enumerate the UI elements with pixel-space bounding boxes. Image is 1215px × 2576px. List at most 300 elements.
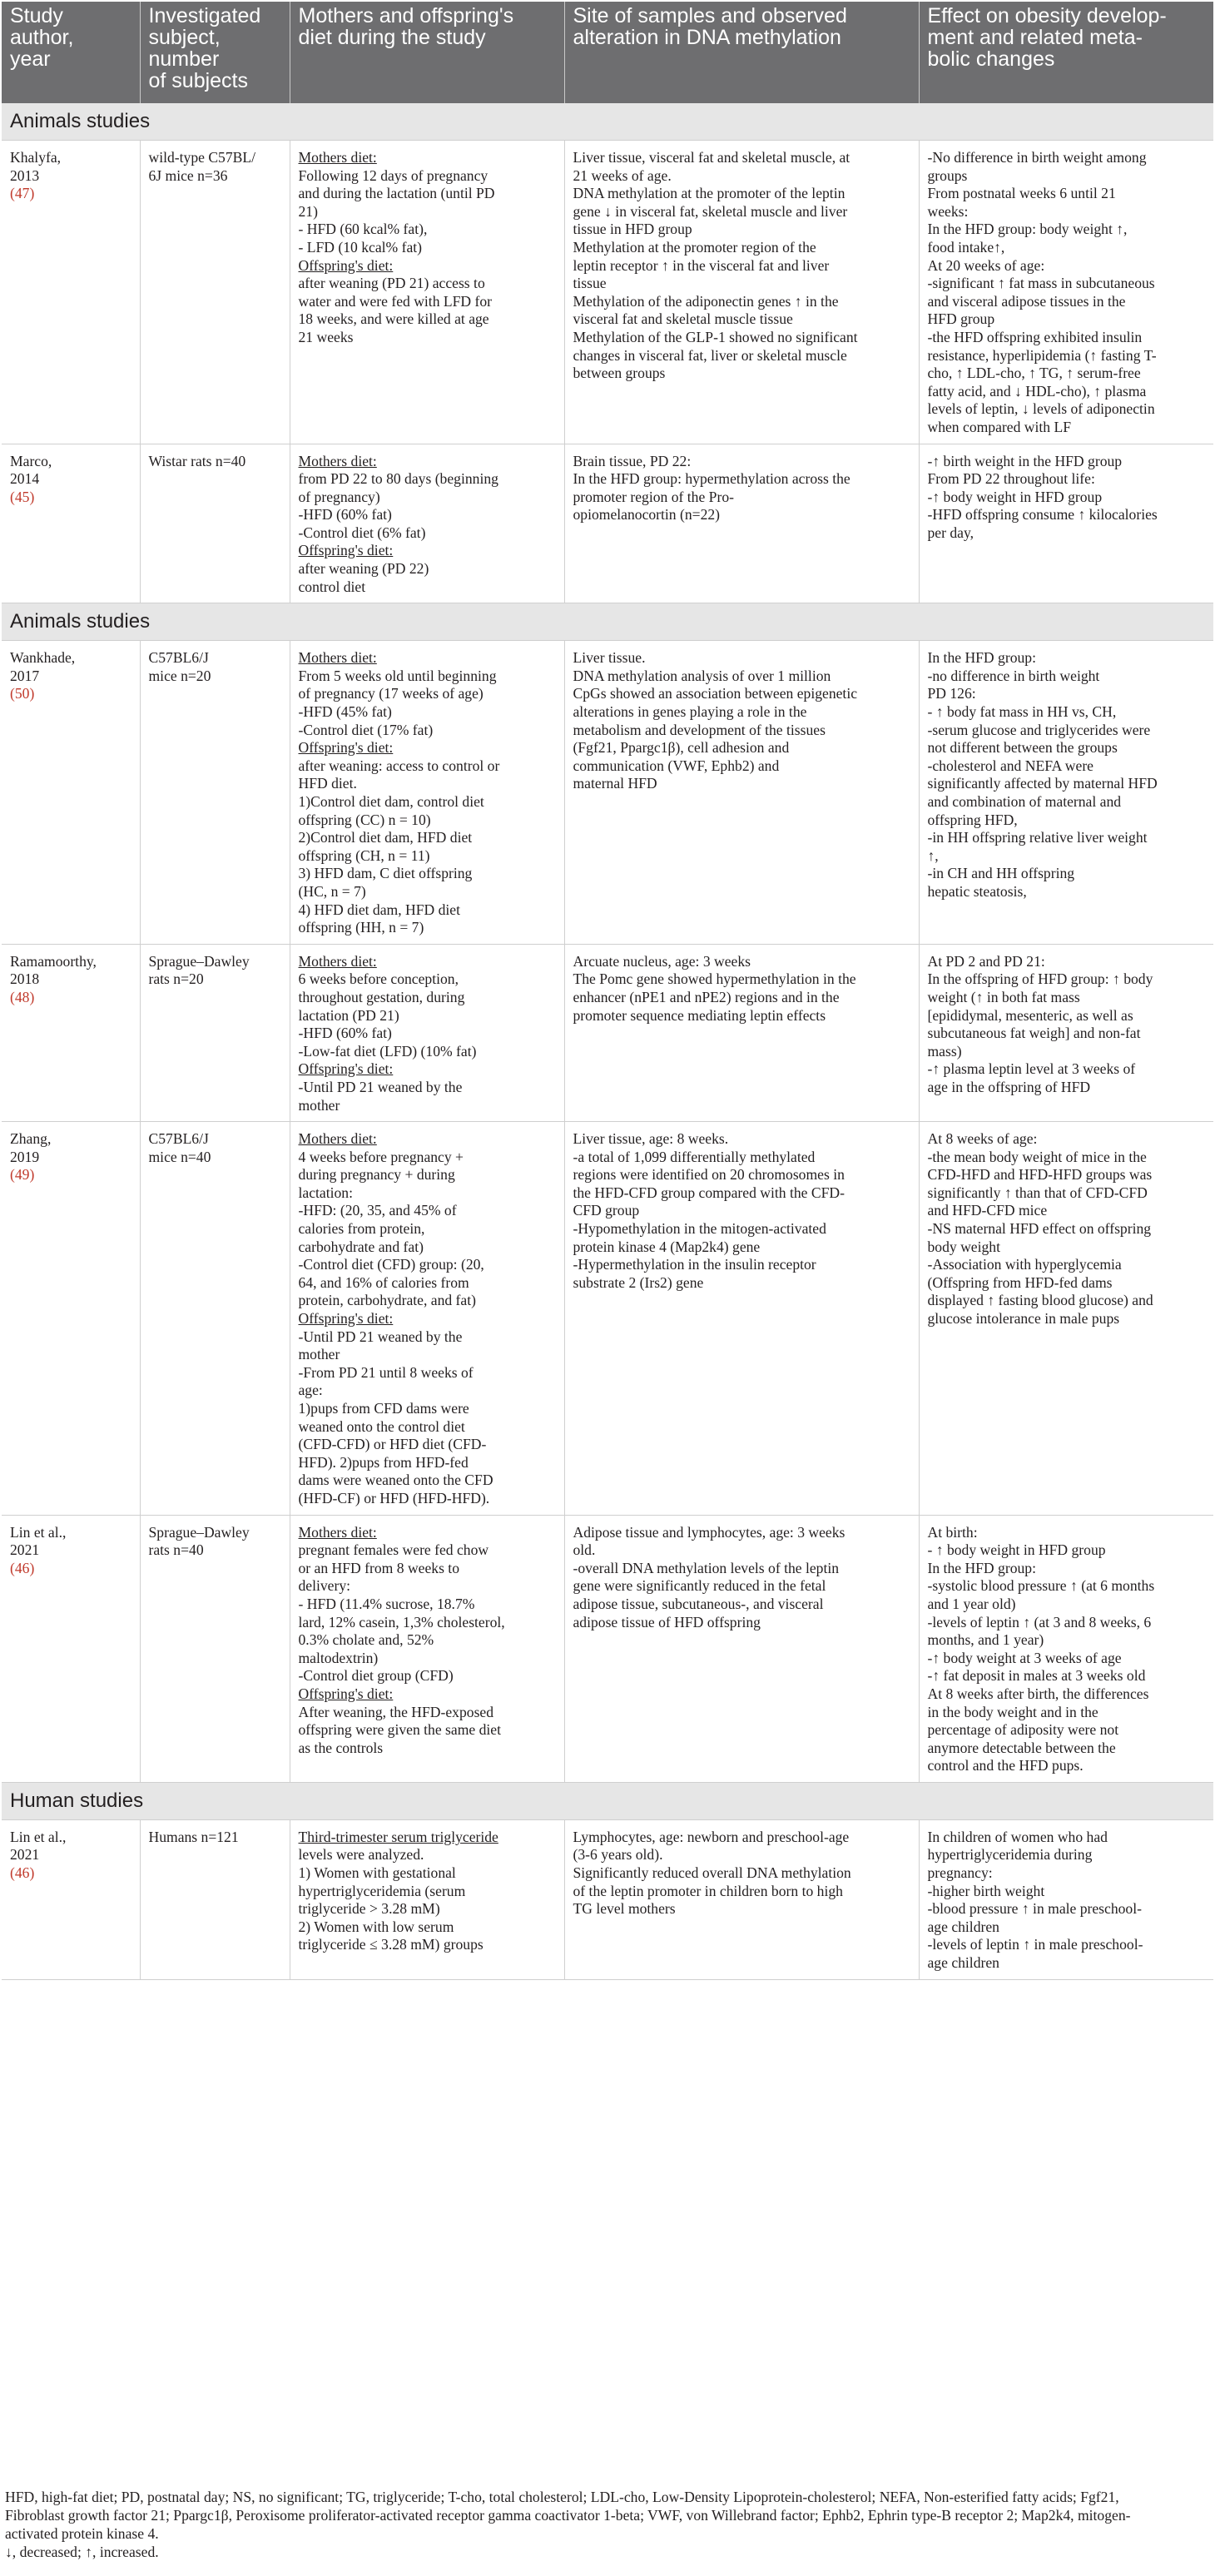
diet-line: After weaning, the HFD-exposed [298,1703,494,1720]
subject-line: Sprague–Dawley [148,1523,250,1541]
header-line: subject, [148,26,221,49]
effect-line: At 8 weeks of age: [927,1130,1038,1148]
site-line: protein kinase 4 (Map2k4) gene [573,1238,761,1255]
site-line: Significantly reduced overall DNA methylation [573,1864,851,1882]
header-line: ment and related meta- [927,26,1143,49]
effect-line: -no difference in birth weight [927,667,1100,684]
effect-line: hypertriglyceridemia during [927,1846,1093,1864]
site-line: Liver tissue, visceral fat and skeletal muscle, at [573,149,850,166]
effect-line: At PD 2 and PD 21: [927,952,1045,970]
diet-subheading: Offspring's diet: [298,1310,394,1328]
effect-line: -↑ body weight in HFD group [927,488,1103,505]
effect-line: and HFD-CFD mice [927,1202,1048,1219]
header-mothers-offspring-diet [290,2,564,103]
methylation-studies-table [2,2,1213,1980]
site-line: -overall DNA methylation levels of the leptin [573,1559,840,1576]
header-line: number [148,47,220,71]
site-line: of the leptin promoter in children born to high [573,1882,843,1899]
site-line: gene ↓ in visceral fat, skeletal muscle and liver [573,202,848,220]
effect-line: From postnatal weeks 6 until 21 [927,185,1116,202]
diet-line: - LFD (10 kcal% fat) [298,238,423,256]
footnote-line: Fibroblast growth factor 21; Ppargc1β, Peroxisome proliferator-activated receptor gamma coactivator 1-beta; VWF, von Willebrand factor; Ephb2, Ephrin type-B receptor 2; Map2k4, mitogen- [5,2507,1131,2524]
effect-line: anymore detectable between the [927,1739,1116,1756]
diet-line: throughout gestation, during [298,988,465,1005]
diet-line: -Low-fat diet (LFD) (10% fat) [298,1042,477,1060]
diet-line: offspring were given the same diet [298,1721,501,1739]
diet-line: delivery: [298,1577,351,1595]
subject-line: rats n=20 [148,970,204,988]
footnote-line: activated protein kinase 4. [5,2525,159,2542]
effect-line: weeks: [927,202,969,220]
site-line: the HFD-CFD group compared with the CFD- [573,1184,845,1201]
study-year: 2018 [10,970,40,988]
header-line: bolic changes [927,47,1055,71]
effect-line: -↑ fat deposit in males at 3 weeks old [927,1667,1146,1685]
effect-line: In children of women who had [927,1828,1108,1845]
diet-line: mother [298,1096,340,1114]
study-year: 2019 [10,1148,40,1165]
cell-site-methylation [564,1122,919,1515]
effect-line: body weight [927,1238,1000,1255]
site-line: Methylation at the promoter region of the [573,238,816,256]
site-line: Adipose tissue and lymphocytes, age: 3 weeks [573,1523,846,1541]
header-line: Investigated [148,4,261,27]
site-line: between groups [573,365,666,382]
diet-line: 18 weeks, and were killed at age [298,310,489,328]
site-line: old. [573,1541,596,1559]
effect-line: significantly affected by maternal HFD [927,775,1158,792]
cell-obesity-effect [919,444,1213,603]
site-line: Liver tissue. [573,649,646,667]
table-row [2,944,1213,1121]
cell-site-methylation [564,1819,919,1979]
effect-line: subcutaneous fat weigh] and non-fat [927,1025,1141,1042]
effect-line: -systolic blood pressure ↑ (at 6 months [927,1577,1155,1595]
site-line: opiomelanocortin (n=22) [573,506,721,524]
table-row [2,641,1213,945]
header-line: year [10,47,51,71]
header-line: Mothers and offspring's [298,4,514,27]
site-line: adipose tissue of HFD offspring [573,1613,761,1630]
diet-line: HFD). 2)pups from HFD-fed [298,1453,469,1471]
cell-study-author [2,1819,140,1979]
diet-line: offspring (CC) n = 10) [298,811,431,828]
cell-diet [290,641,564,945]
study-year-line [10,668,131,703]
diet-line: (HC, n = 7) [298,882,366,900]
diet-line: -Control diet (6% fat) [298,524,426,541]
diet-subheading: Offspring's diet: [298,256,394,274]
effect-line: -levels of leptin ↑ (at 3 and 8 weeks, 6 [927,1613,1152,1630]
cell-investigated-subject [140,641,290,945]
cell-diet [290,1122,564,1515]
effect-line: At 20 weeks of age: [927,256,1045,274]
diet-line: maltodextrin) [298,1649,379,1666]
author-name: Ramamoorthy, [10,952,97,970]
header-line: diet during the study [298,26,486,49]
effect-line: age children [927,1918,999,1935]
header-line: author, [10,26,74,49]
section-label: Human studies [2,1782,1213,1819]
table-footnotes [5,2488,1210,2561]
site-line: Methylation of the GLP-1 showed no significant [573,328,858,345]
diet-line: HFD diet. [298,775,357,792]
site-line: communication (VWF, Ephb2) and [573,757,780,774]
cell-obesity-effect [919,1122,1213,1515]
effect-line: glucose intolerance in male pups [927,1310,1120,1328]
diet-line: control diet [298,578,366,595]
cell-obesity-effect [919,1515,1213,1782]
study-year: 2014 [10,470,40,488]
site-line: Brain tissue, PD 22: [573,452,692,469]
effect-line: -the HFD offspring exhibited insulin [927,328,1143,345]
effect-line: significantly ↑ than that of CFD-CFD [927,1184,1148,1201]
effect-line: food intake↑, [927,238,1005,256]
subject-line: wild-type C57BL/ [148,149,256,166]
reference-link: (46) [10,1864,35,1882]
study-year-line [10,1846,131,1882]
header-line: Study [10,4,63,27]
diet-line: -HFD (60% fat) [298,506,392,524]
diet-line: From 5 weeks old until beginning [298,667,497,684]
diet-line: hypertriglyceridemia (serum [298,1882,466,1899]
diet-line: 3) HFD dam, C diet offspring [298,865,473,882]
reference-link: (45) [10,488,35,505]
header-line: of subjects [148,69,249,92]
table-header-row [2,2,1213,103]
cell-study-author [2,1515,140,1782]
diet-line: triglyceride ≤ 3.28 mM) groups [298,1936,484,1953]
diet-line: and during the lactation (until PD [298,185,495,202]
effect-line: levels of leptin, ↓ levels of adiponectin [927,400,1155,418]
effect-line: displayed ↑ fasting blood glucose) and [927,1292,1153,1309]
diet-line: 1)Control diet dam, control diet [298,793,484,810]
diet-line: as the controls [298,1739,384,1756]
effect-line: hepatic steatosis, [927,882,1027,900]
effect-line: -significant ↑ fat mass in subcutaneous [927,275,1155,292]
site-line: maternal HFD [573,775,657,792]
cell-study-author [2,944,140,1121]
effect-line: offspring HFD, [927,811,1018,828]
diet-line: 4) HFD diet dam, HFD diet [298,901,460,918]
subject-line: 6J mice n=36 [148,166,228,184]
diet-line: offspring (CH, n = 11) [298,846,430,864]
diet-line: during pregnancy + during [298,1166,455,1184]
effect-line: resistance, hyperlipidemia (↑ fasting T- [927,346,1157,364]
cell-diet [290,1819,564,1979]
effect-line: HFD group [927,310,995,328]
diet-line: - HFD (60 kcal% fat), [298,221,428,238]
diet-line: calories from protein, [298,1220,425,1238]
effect-line: -in CH and HH offspring [927,865,1075,882]
diet-line: 21) [298,202,318,220]
effect-line: -↑ body weight at 3 weeks of age [927,1649,1122,1666]
effect-line: fatty acid, and ↓ HDL-cho), ↑ plasma [927,382,1147,400]
site-line: enhancer (nPE1 and nPE2) regions and in the [573,988,840,1005]
diet-line: 21 weeks [298,328,354,345]
diet-line: after weaning (PD 21) access to [298,275,485,292]
subject-line: Sprague–Dawley [148,952,250,970]
effect-line: In the HFD group: body weight ↑, [927,221,1128,238]
diet-line: of pregnancy (17 weeks of age) [298,685,484,702]
diet-line: or an HFD from 8 weeks to [298,1559,459,1576]
cell-diet [290,1515,564,1782]
diet-line: pregnant females were fed chow [298,1541,489,1559]
author-name: Zhang, [10,1130,52,1148]
cell-diet [290,944,564,1121]
diet-line: 1) Women with gestational [298,1864,456,1882]
subject-line: mice n=40 [148,1148,211,1165]
diet-line: triglyceride > 3.28 mM) [298,1900,440,1918]
cell-obesity-effect [919,944,1213,1121]
subject-line: Wistar rats n=40 [148,452,246,469]
effect-line: (Offspring from HFD-fed dams [927,1273,1113,1291]
site-line: -Hypomethylation in the mitogen-activated [573,1220,826,1238]
diet-line: -HFD (45% fat) [298,703,392,721]
diet-line: offspring (HH, n = 7) [298,919,424,936]
cell-study-author [2,1122,140,1515]
cell-site-methylation [564,944,919,1121]
site-line: tissue [573,275,607,292]
site-line: tissue in HFD group [573,221,692,238]
study-year-line [10,167,131,203]
effect-line: mass) [927,1042,962,1060]
effect-line: At birth: [927,1523,978,1541]
effect-line: PD 126: [927,685,976,702]
site-line: substrate 2 (Irs2) gene [573,1273,704,1291]
cell-investigated-subject [140,1819,290,1979]
effect-line: not different between the groups [927,739,1118,757]
study-year-line [10,1541,131,1577]
effect-line: -NS maternal HFD effect on offspring [927,1220,1152,1238]
header-line: Site of samples and observed [573,4,847,27]
header-study-author-year [2,2,140,103]
cell-site-methylation [564,141,919,444]
diet-subheading: Third-trimester serum triglyceride [298,1828,498,1845]
effect-line: - ↑ body fat mass in HH vs, CH, [927,703,1117,721]
effect-line: and combination of maternal and [927,793,1122,810]
subject-line: C57BL6/J [148,649,209,667]
effect-line: weight (↑ in both fat mass [927,988,1080,1005]
diet-line: carbohydrate and fat) [298,1238,424,1255]
effect-line: In the HFD group: [927,649,1036,667]
effect-line: when compared with LF [927,418,1071,435]
cell-investigated-subject [140,141,290,444]
footnote-line: HFD, high-fat diet; PD, postnatal day; NS, no significant; TG, triglyceride; T-cho, total cholesterol; LDL-cho, Low-Density Lipoprotein-cholesterol; NEFA, Non-esterified fatty acids; Fgf21, [5,2489,1119,2505]
diet-subheading: Offspring's diet: [298,542,394,559]
header-investigated-subject [140,2,290,103]
site-line: (3-6 years old). [573,1846,663,1864]
diet-line: -HFD (60% fat) [298,1025,392,1042]
diet-line: 2)Control diet dam, HFD diet [298,829,473,846]
cell-investigated-subject [140,444,290,603]
effect-line: control and the HFD pups. [927,1757,1084,1774]
site-line: -Hypermethylation in the insulin receptor [573,1256,816,1273]
cell-investigated-subject [140,1515,290,1782]
header-line: alteration in DNA methylation [573,26,841,49]
diet-line: -Control diet group (CFD) [298,1667,454,1685]
diet-line: water and were fed with LFD for [298,292,493,310]
site-line: CpGs showed an association between epigenetic [573,685,858,702]
effect-line: age in the offspring of HFD [927,1078,1091,1095]
site-line: Lymphocytes, age: newborn and preschool-age [573,1828,850,1845]
diet-line: 6 weeks before conception, [298,970,459,988]
site-line: promoter region of the Pro- [573,488,734,505]
diet-line: (CFD-CFD) or HFD diet (CFD- [298,1436,487,1453]
reference-link: (49) [10,1166,35,1184]
site-line: TG level mothers [573,1900,676,1918]
site-line: -a total of 1,099 differentially methylated [573,1148,816,1165]
diet-line: 1)pups from CFD dams were [298,1400,469,1417]
effect-line: In the offspring of HFD group: ↑ body [927,970,1153,988]
site-line: CFD group [573,1202,640,1219]
subject-line: Humans n=121 [148,1828,239,1845]
table-row [2,1819,1213,1979]
diet-line: 64, and 16% of calories from [298,1273,469,1291]
diet-line: after weaning (PD 22) [298,560,429,578]
diet-line: 2) Women with low serum [298,1918,454,1935]
site-line: leptin receptor ↑ in the visceral fat and liver [573,256,830,274]
study-year: 2013 [10,166,40,184]
effect-line: in the body weight and in the [927,1703,1098,1720]
effect-line: per day, [927,524,974,541]
study-year-line [10,470,131,506]
site-line: The Pomc gene showed hypermethylation in the [573,970,856,988]
author-name: Khalyfa, [10,149,62,166]
diet-line: lactation (PD 21) [298,1006,399,1024]
study-year-line [10,970,131,1006]
header-effect-on-obesity [919,2,1213,103]
cell-investigated-subject [140,944,290,1121]
diet-line: -Until PD 21 weaned by the [298,1328,463,1345]
cell-study-author [2,444,140,603]
study-year: 2021 [10,1541,40,1559]
site-line: Liver tissue, age: 8 weeks. [573,1130,729,1148]
effect-line: -cholesterol and NEFA were [927,757,1094,774]
diet-line: (HFD-CF) or HFD (HFD-HFD). [298,1489,490,1506]
diet-line: after weaning: access to control or [298,757,500,774]
table-row [2,141,1213,444]
diet-line: from PD 22 to 80 days (beginning [298,470,498,488]
cell-diet [290,141,564,444]
reference-link: (47) [10,185,35,202]
reference-link: (50) [10,685,35,702]
site-line: Arcuate nucleus, age: 3 weeks [573,952,751,970]
footnote-line: ↓, decreased; ↑, increased. [5,2544,159,2560]
cell-obesity-effect [919,641,1213,945]
diet-line: weaned onto the control diet [298,1417,465,1435]
diet-line: -Control diet (CFD) group: (20, [298,1256,484,1273]
author-name: Wankhade, [10,649,76,667]
effect-line: In the HFD group: [927,1559,1036,1576]
cell-site-methylation [564,1515,919,1782]
effect-line: and 1 year old) [927,1595,1016,1612]
cell-obesity-effect [919,1819,1213,1979]
site-line: Methylation of the adiponectin genes ↑ in the [573,292,839,310]
diet-line: levels were analyzed. [298,1846,424,1864]
effect-line: -serum glucose and triglycerides were [927,721,1151,738]
effect-line: -↑ birth weight in the HFD group [927,452,1123,469]
site-line: In the HFD group: hypermethylation across the [573,470,850,488]
cell-diet [290,444,564,603]
section-row-animals-1 [2,103,1213,141]
site-line: DNA methylation at the promoter of the leptin [573,185,846,202]
cell-study-author [2,641,140,945]
site-line: (Fgf21, Ppargc1β), cell adhesion and [573,739,790,757]
diet-line: protein, carbohydrate, and fat) [298,1292,476,1309]
diet-subheading: Mothers diet: [298,149,377,166]
effect-line: pregnancy: [927,1864,993,1882]
diet-subheading: Mothers diet: [298,1523,377,1541]
subject-line: rats n=40 [148,1541,204,1559]
effect-line: groups [927,166,968,184]
diet-line: of pregnancy) [298,488,380,505]
table-row [2,1515,1213,1782]
subject-line: mice n=20 [148,667,211,684]
section-label: Animals studies [2,603,1213,641]
diet-subheading: Mothers diet: [298,649,377,667]
effect-line: ↑, [927,846,939,864]
effect-line: -the mean body weight of mice in the [927,1148,1147,1165]
diet-subheading: Mothers diet: [298,1130,377,1148]
effect-line: - ↑ body weight in HFD group [927,1541,1106,1559]
cell-investigated-subject [140,1122,290,1515]
site-line: gene were significantly reduced in the fetal [573,1577,826,1595]
diet-subheading: Offspring's diet: [298,1685,394,1702]
diet-line: Following 12 days of pregnancy [298,166,488,184]
cell-site-methylation [564,444,919,603]
site-line: 21 weeks of age. [573,166,672,184]
cell-study-author [2,141,140,444]
header-line: Effect on obesity develop- [927,4,1167,27]
author-name: Lin et al., [10,1523,67,1541]
diet-line: - HFD (11.4% sucrose, 18.7% [298,1595,475,1612]
study-year: 2017 [10,667,40,684]
effect-line: -in HH offspring relative liver weight [927,829,1148,846]
diet-line: 0.3% cholate and, 52% [298,1631,434,1649]
site-line: visceral fat and skeletal muscle tissue [573,310,793,328]
effect-line: [epididymal, mesenteric, as well as [927,1006,1133,1024]
effect-line: -levels of leptin ↑ in male preschool- [927,1936,1143,1953]
reference-link: (46) [10,1559,35,1576]
author-name: Lin et al., [10,1828,67,1845]
diet-line: age: [298,1382,323,1399]
site-line: alterations in genes playing a role in the [573,703,807,721]
diet-line: -Control diet (17% fat) [298,721,434,738]
effect-line: months, and 1 year) [927,1631,1044,1649]
cell-obesity-effect [919,141,1213,444]
diet-line: lard, 12% casein, 1,3% cholesterol, [298,1613,505,1630]
diet-line: -From PD 21 until 8 weeks of [298,1363,474,1381]
effect-line: age children [927,1954,999,1972]
effect-line: cho, ↑ LDL-cho, ↑ TG, ↑ serum-free [927,365,1141,382]
reference-link: (48) [10,988,35,1005]
section-row-human [2,1782,1213,1819]
effect-line: percentage of adiposity were not [927,1721,1119,1739]
effect-line: and visceral adipose tissues in the [927,292,1126,310]
site-line: DNA methylation analysis of over 1 million [573,667,831,684]
header-site-of-samples [564,2,919,103]
section-row-animals-2 [2,603,1213,641]
table-row [2,1122,1213,1515]
site-line: changes in visceral fat, liver or skeletal muscle [573,346,847,364]
effect-line: -blood pressure ↑ in male preschool- [927,1900,1142,1918]
study-year-line [10,1149,131,1184]
diet-subheading: Offspring's diet: [298,1060,394,1078]
site-line: promoter sequence mediating leptin effects [573,1006,826,1024]
effect-line: From PD 22 throughout life: [927,470,1095,488]
diet-subheading: Mothers diet: [298,452,377,469]
